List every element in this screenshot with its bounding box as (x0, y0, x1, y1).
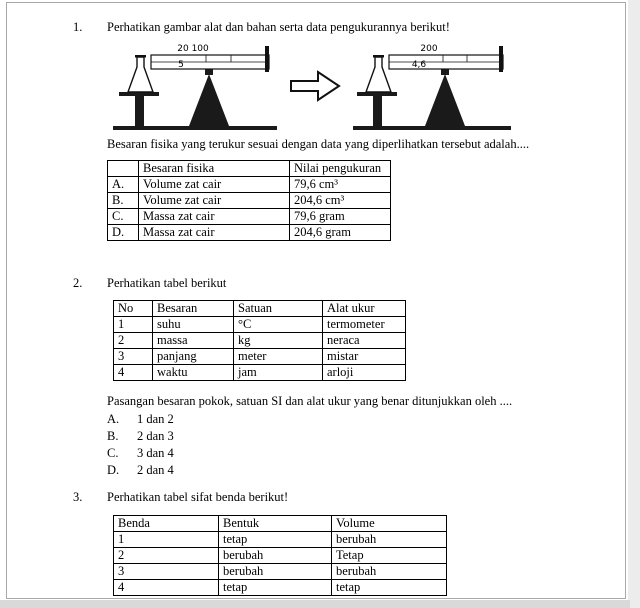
alat-ukur-cell: arloji (323, 365, 406, 381)
question-intro: Perhatikan gambar alat dan bahan serta data pengukurannya berikut! (107, 20, 450, 34)
nilai-cell: 79,6 gram (290, 209, 391, 225)
balance-scale-before-icon (111, 40, 279, 132)
option-letter-cell: C. (108, 209, 139, 225)
volume-cell: berubah (332, 564, 447, 580)
bentuk-cell: tetap (219, 580, 332, 596)
volume-cell: Tetap (332, 548, 447, 564)
benda-cell: 1 (114, 532, 219, 548)
header-cell: No (114, 301, 153, 317)
alat-ukur-cell: mistar (323, 349, 406, 365)
answer-option-a (107, 411, 571, 428)
question-number: 2. (73, 276, 83, 290)
table-row (114, 532, 447, 548)
q2-data-table (113, 300, 406, 381)
balance-scales-figure (111, 40, 571, 132)
table-row (108, 193, 391, 209)
volume-cell: berubah (332, 532, 447, 548)
besaran-cell: suhu (153, 317, 234, 333)
table-row (114, 564, 447, 580)
option-letter: D. (107, 463, 120, 477)
table-row (114, 365, 406, 381)
option-text: 1 dan 2 (137, 412, 174, 426)
table-row (108, 225, 391, 241)
benda-cell: 4 (114, 580, 219, 596)
answer-options (107, 411, 571, 479)
q3-data-table (113, 515, 447, 596)
no-cell: 4 (114, 365, 153, 381)
option-letter: A. (107, 412, 120, 426)
no-cell: 2 (114, 333, 153, 349)
question-intro: Perhatikan tabel sifat benda berikut! (107, 490, 289, 504)
scale-rider-beam-reading: 4,6 (411, 60, 427, 70)
balance-scale-after-icon (351, 40, 513, 132)
nilai-cell: 79,6 cm³ (290, 177, 391, 193)
no-cell: 3 (114, 349, 153, 365)
no-cell: 1 (114, 317, 153, 333)
besaran-cell: panjang (153, 349, 234, 365)
header-cell: Besaran (153, 301, 234, 317)
alat-ukur-cell: neraca (323, 333, 406, 349)
nilai-cell: 204,6 gram (290, 225, 391, 241)
besaran-cell: waktu (153, 365, 234, 381)
header-cell: Volume (332, 516, 447, 532)
question-text: Besaran fisika yang terukur sesuai dengan data yang diperlihatkan tersebut adalah.... (107, 137, 530, 151)
answer-option-b (107, 428, 571, 445)
table-header-row (114, 516, 447, 532)
option-letter: B. (107, 429, 119, 443)
header-cell: Benda (114, 516, 219, 532)
table-row (114, 548, 447, 564)
table-row (114, 580, 447, 596)
answer-option-c (107, 445, 571, 462)
header-cell: Nilai pengukuran (290, 161, 391, 177)
question-1 (73, 19, 571, 259)
option-letter-cell: B. (108, 193, 139, 209)
option-text: 3 dan 4 (137, 446, 174, 460)
header-cell: Alat ukur (323, 301, 406, 317)
answer-option-d (107, 462, 571, 479)
table-row (114, 317, 406, 333)
satuan-cell: kg (234, 333, 323, 349)
alat-ukur-cell: termometer (323, 317, 406, 333)
q1-answer-table (107, 160, 391, 241)
table-row (108, 209, 391, 225)
option-text: 2 dan 3 (137, 429, 174, 443)
satuan-cell: meter (234, 349, 323, 365)
bentuk-cell: tetap (219, 532, 332, 548)
option-letter-cell: D. (108, 225, 139, 241)
bentuk-cell: berubah (219, 548, 332, 564)
besaran-cell: Volume zat cair (139, 193, 290, 209)
scale-rider-top-reading: 200 (420, 44, 438, 54)
scan-right-edge (628, 0, 640, 608)
volume-cell: tetap (332, 580, 447, 596)
question-3 (73, 489, 571, 596)
besaran-cell: Volume zat cair (139, 177, 290, 193)
question-number: 1. (73, 20, 83, 34)
benda-cell: 3 (114, 564, 219, 580)
scale-rider-top-reading: 20 100 (177, 44, 209, 54)
benda-cell: 2 (114, 548, 219, 564)
table-row (114, 349, 406, 365)
header-cell: Bentuk (219, 516, 332, 532)
option-letter: C. (107, 446, 119, 460)
table-header-row (108, 161, 391, 177)
header-cell: Satuan (234, 301, 323, 317)
besaran-cell: Massa zat cair (139, 225, 290, 241)
document-page (6, 2, 626, 599)
question-intro: Perhatikan tabel berikut (107, 276, 227, 290)
option-letter-cell: A. (108, 177, 139, 193)
bentuk-cell: berubah (219, 564, 332, 580)
header-cell (108, 161, 139, 177)
satuan-cell: jam (234, 365, 323, 381)
question-number: 3. (73, 490, 83, 504)
table-header-row (114, 301, 406, 317)
besaran-cell: massa (153, 333, 234, 349)
header-cell: Besaran fisika (139, 161, 290, 177)
right-arrow-icon (289, 69, 341, 103)
nilai-cell: 204,6 cm³ (290, 193, 391, 209)
scan-bottom-edge (0, 600, 630, 608)
table-row (108, 177, 391, 193)
besaran-cell: Massa zat cair (139, 209, 290, 225)
table-row (114, 333, 406, 349)
page-content (7, 3, 625, 596)
question-2 (73, 275, 571, 479)
satuan-cell: °C (234, 317, 323, 333)
question-text: Pasangan besaran pokok, satuan SI dan alat ukur yang benar ditunjukkan oleh .... (107, 394, 513, 408)
scale-rider-beam-reading: 5 (178, 60, 184, 70)
option-text: 2 dan 4 (137, 463, 174, 477)
